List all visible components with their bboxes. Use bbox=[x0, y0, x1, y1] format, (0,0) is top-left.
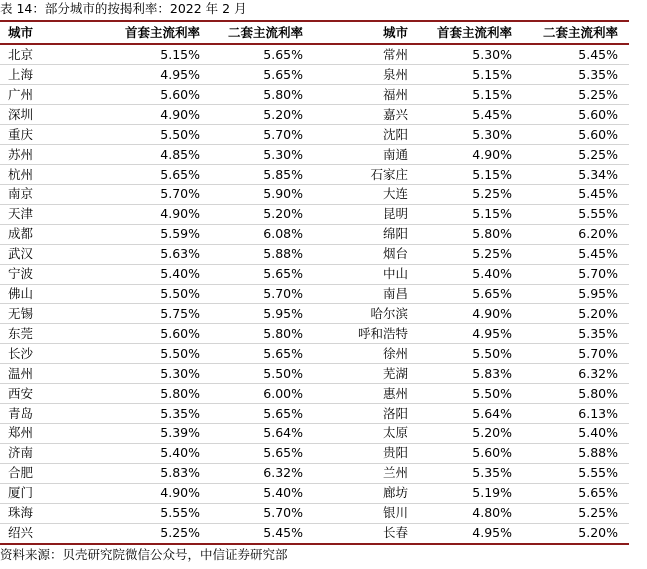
header-first-rate-right: 首套主流利率 bbox=[436, 25, 512, 40]
cell-first-rate-right: 5.64% bbox=[472, 405, 512, 421]
cell-city-right: 南通 bbox=[382, 146, 408, 162]
table-title: 表 14：部分城市的按揭利率：2022 年 2 月 bbox=[0, 1, 247, 16]
table-row bbox=[0, 284, 629, 304]
cell-first-rate-left: 5.50% bbox=[160, 286, 200, 302]
cell-first-rate-left: 5.40% bbox=[160, 266, 200, 282]
cell-city-right: 惠州 bbox=[382, 385, 408, 401]
cell-first-rate-left: 5.50% bbox=[160, 345, 200, 361]
cell-city-right: 嘉兴 bbox=[382, 106, 408, 122]
cell-first-rate-left: 5.50% bbox=[160, 126, 200, 142]
cell-first-rate-right: 5.19% bbox=[472, 485, 512, 501]
cell-second-rate-right: 6.13% bbox=[578, 405, 618, 421]
cell-city-left: 深圳 bbox=[8, 106, 34, 122]
cell-city-left: 西安 bbox=[8, 385, 34, 401]
cell-first-rate-left: 5.35% bbox=[160, 405, 200, 421]
cell-first-rate-right: 4.90% bbox=[472, 305, 512, 321]
cell-second-rate-right: 5.70% bbox=[578, 266, 618, 282]
cell-city-right: 昆明 bbox=[382, 206, 408, 222]
cell-second-rate-right: 5.55% bbox=[578, 465, 618, 481]
cell-first-rate-left: 5.25% bbox=[160, 525, 200, 541]
cell-city-left: 珠海 bbox=[8, 505, 34, 521]
header-city-right: 城市 bbox=[382, 25, 408, 40]
cell-city-left: 成都 bbox=[8, 226, 34, 242]
cell-first-rate-right: 5.80% bbox=[472, 226, 512, 242]
cell-first-rate-right: 5.40% bbox=[472, 266, 512, 282]
table-source-note: 资料来源：贝壳研究院微信公众号，中信证券研究部 bbox=[0, 547, 288, 562]
cell-first-rate-left: 5.80% bbox=[160, 385, 200, 401]
cell-city-right: 洛阳 bbox=[382, 405, 408, 421]
table-row bbox=[0, 364, 629, 384]
cell-city-right: 泉州 bbox=[382, 66, 408, 82]
cell-first-rate-right: 5.35% bbox=[472, 465, 512, 481]
cell-first-rate-right: 5.30% bbox=[472, 47, 512, 62]
header-city-left: 城市 bbox=[8, 25, 34, 40]
cell-city-left: 武汉 bbox=[8, 246, 34, 262]
cell-first-rate-right: 5.15% bbox=[472, 206, 512, 222]
cell-first-rate-left: 5.65% bbox=[160, 166, 200, 182]
cell-city-right: 徐州 bbox=[382, 345, 408, 361]
cell-second-rate-left: 6.08% bbox=[263, 226, 303, 242]
cell-city-right: 哈尔滨 bbox=[370, 305, 408, 321]
cell-city-left: 东莞 bbox=[8, 325, 34, 341]
table-row bbox=[0, 523, 629, 543]
cell-city-right: 兰州 bbox=[382, 465, 408, 481]
table-row bbox=[0, 344, 629, 364]
cell-city-left: 广州 bbox=[8, 86, 34, 102]
cell-first-rate-right: 5.20% bbox=[472, 425, 512, 441]
cell-city-right: 沈阳 bbox=[382, 126, 408, 142]
cell-city-left: 重庆 bbox=[8, 126, 34, 142]
table-row bbox=[0, 224, 629, 244]
cell-city-left: 杭州 bbox=[8, 166, 34, 182]
table-row bbox=[0, 244, 629, 264]
cell-city-right: 绵阳 bbox=[382, 226, 408, 242]
cell-second-rate-left: 5.85% bbox=[263, 166, 303, 182]
table-row bbox=[0, 384, 629, 404]
cell-first-rate-left: 4.95% bbox=[160, 66, 200, 82]
cell-second-rate-left: 5.70% bbox=[263, 286, 303, 302]
cell-first-rate-right: 5.15% bbox=[472, 166, 512, 182]
cell-city-left: 佛山 bbox=[8, 286, 34, 302]
cell-city-left: 北京 bbox=[8, 47, 34, 62]
cell-first-rate-right: 4.95% bbox=[472, 325, 512, 341]
cell-second-rate-left: 6.32% bbox=[263, 465, 303, 481]
cell-second-rate-left: 5.65% bbox=[263, 345, 303, 361]
cell-second-rate-left: 5.64% bbox=[263, 425, 303, 441]
cell-first-rate-right: 5.50% bbox=[472, 385, 512, 401]
cell-first-rate-left: 5.30% bbox=[160, 365, 200, 381]
cell-first-rate-right: 5.30% bbox=[472, 126, 512, 142]
table-row bbox=[0, 443, 629, 463]
cell-city-left: 上海 bbox=[8, 66, 34, 82]
cell-city-left: 青岛 bbox=[8, 405, 34, 421]
cell-city-right: 芜湖 bbox=[382, 365, 408, 381]
cell-first-rate-left: 5.40% bbox=[160, 445, 200, 461]
cell-second-rate-right: 5.20% bbox=[578, 525, 618, 541]
cell-second-rate-left: 5.65% bbox=[263, 445, 303, 461]
cell-second-rate-right: 6.20% bbox=[578, 226, 618, 242]
cell-second-rate-left: 5.70% bbox=[263, 126, 303, 142]
cell-second-rate-left: 5.20% bbox=[263, 206, 303, 222]
table-row bbox=[0, 184, 629, 204]
cell-city-left: 宁波 bbox=[8, 266, 34, 282]
cell-second-rate-left: 5.80% bbox=[263, 325, 303, 341]
cell-second-rate-left: 5.70% bbox=[263, 505, 303, 521]
cell-second-rate-right: 5.25% bbox=[578, 86, 618, 102]
cell-city-right: 大连 bbox=[382, 186, 408, 202]
cell-city-right: 南昌 bbox=[382, 286, 408, 302]
cell-second-rate-left: 5.95% bbox=[263, 305, 303, 321]
cell-city-left: 苏州 bbox=[8, 146, 34, 162]
cell-second-rate-right: 5.45% bbox=[578, 47, 618, 62]
table-row bbox=[0, 145, 629, 165]
cell-first-rate-left: 4.90% bbox=[160, 485, 200, 501]
cell-city-left: 天津 bbox=[8, 206, 34, 222]
cell-second-rate-right: 5.80% bbox=[578, 385, 618, 401]
cell-second-rate-right: 5.45% bbox=[578, 186, 618, 202]
table-row bbox=[0, 85, 629, 105]
cell-city-right: 银川 bbox=[382, 505, 408, 521]
cell-second-rate-right: 5.34% bbox=[578, 166, 618, 182]
cell-first-rate-right: 4.90% bbox=[472, 146, 512, 162]
cell-first-rate-left: 5.63% bbox=[160, 246, 200, 262]
table-row bbox=[0, 65, 629, 85]
cell-second-rate-right: 5.20% bbox=[578, 305, 618, 321]
cell-second-rate-left: 5.30% bbox=[263, 146, 303, 162]
table-row bbox=[0, 324, 629, 344]
cell-first-rate-left: 5.15% bbox=[160, 47, 200, 62]
table-row bbox=[0, 304, 629, 324]
table-row bbox=[0, 105, 629, 125]
table-row bbox=[0, 503, 629, 523]
cell-first-rate-left: 5.59% bbox=[160, 226, 200, 242]
cell-second-rate-left: 5.65% bbox=[263, 266, 303, 282]
cell-city-left: 郑州 bbox=[8, 425, 34, 441]
cell-city-right: 烟台 bbox=[382, 246, 408, 262]
table-row bbox=[0, 423, 629, 443]
table-row bbox=[0, 463, 629, 483]
cell-first-rate-left: 4.90% bbox=[160, 206, 200, 222]
cell-first-rate-right: 5.60% bbox=[472, 445, 512, 461]
table-row bbox=[0, 45, 629, 65]
table-row bbox=[0, 264, 629, 284]
cell-second-rate-right: 5.65% bbox=[578, 485, 618, 501]
cell-first-rate-left: 5.60% bbox=[160, 86, 200, 102]
cell-first-rate-right: 4.95% bbox=[472, 525, 512, 541]
cell-city-left: 长沙 bbox=[8, 345, 34, 361]
cell-second-rate-left: 5.80% bbox=[263, 86, 303, 102]
cell-first-rate-right: 5.25% bbox=[472, 246, 512, 262]
table-row bbox=[0, 125, 629, 145]
cell-first-rate-right: 5.50% bbox=[472, 345, 512, 361]
cell-first-rate-right: 5.25% bbox=[472, 186, 512, 202]
table-row bbox=[0, 165, 629, 185]
cell-second-rate-right: 5.45% bbox=[578, 246, 618, 262]
cell-city-left: 温州 bbox=[8, 365, 34, 381]
table-bottom-rule bbox=[0, 543, 629, 545]
table-header-row bbox=[0, 22, 629, 43]
cell-second-rate-left: 5.50% bbox=[263, 365, 303, 381]
cell-city-right: 石家庄 bbox=[370, 166, 408, 182]
cell-city-right: 长春 bbox=[382, 525, 408, 541]
cell-second-rate-left: 5.65% bbox=[263, 66, 303, 82]
cell-second-rate-left: 5.65% bbox=[263, 47, 303, 62]
cell-city-left: 合肥 bbox=[8, 465, 34, 481]
cell-city-right: 呼和浩特 bbox=[357, 325, 408, 341]
cell-city-left: 无锡 bbox=[8, 305, 34, 321]
cell-second-rate-left: 5.90% bbox=[263, 186, 303, 202]
cell-second-rate-right: 5.60% bbox=[578, 106, 618, 122]
header-second-rate-left: 二套主流利率 bbox=[227, 25, 303, 40]
cell-second-rate-left: 5.45% bbox=[263, 525, 303, 541]
cell-second-rate-right: 5.25% bbox=[578, 505, 618, 521]
cell-second-rate-right: 5.60% bbox=[578, 126, 618, 142]
cell-first-rate-left: 5.75% bbox=[160, 305, 200, 321]
cell-first-rate-right: 5.83% bbox=[472, 365, 512, 381]
cell-second-rate-right: 5.95% bbox=[578, 286, 618, 302]
cell-second-rate-left: 5.88% bbox=[263, 246, 303, 262]
header-second-rate-right: 二套主流利率 bbox=[542, 25, 618, 40]
cell-city-left: 厦门 bbox=[8, 485, 34, 501]
cell-city-right: 廊坊 bbox=[382, 485, 408, 501]
cell-second-rate-left: 5.20% bbox=[263, 106, 303, 122]
cell-first-rate-right: 5.15% bbox=[472, 66, 512, 82]
cell-city-right: 贵阳 bbox=[382, 445, 408, 461]
cell-city-right: 太原 bbox=[382, 425, 408, 441]
cell-city-left: 绍兴 bbox=[8, 525, 34, 541]
header-first-rate-left: 首套主流利率 bbox=[124, 25, 200, 40]
cell-second-rate-left: 6.00% bbox=[263, 385, 303, 401]
cell-city-left: 南京 bbox=[8, 186, 34, 202]
table-row bbox=[0, 404, 629, 424]
cell-first-rate-right: 4.80% bbox=[472, 505, 512, 521]
cell-city-right: 福州 bbox=[382, 86, 408, 102]
cell-city-right: 常州 bbox=[382, 47, 408, 62]
cell-first-rate-left: 4.90% bbox=[160, 106, 200, 122]
cell-second-rate-right: 5.35% bbox=[578, 66, 618, 82]
cell-second-rate-left: 5.65% bbox=[263, 405, 303, 421]
cell-second-rate-right: 5.88% bbox=[578, 445, 618, 461]
cell-first-rate-left: 5.55% bbox=[160, 505, 200, 521]
cell-first-rate-left: 5.70% bbox=[160, 186, 200, 202]
cell-city-left: 济南 bbox=[8, 445, 34, 461]
cell-second-rate-right: 5.55% bbox=[578, 206, 618, 222]
cell-first-rate-left: 5.83% bbox=[160, 465, 200, 481]
cell-second-rate-left: 5.40% bbox=[263, 485, 303, 501]
cell-second-rate-right: 6.32% bbox=[578, 365, 618, 381]
cell-second-rate-right: 5.25% bbox=[578, 146, 618, 162]
cell-city-right: 中山 bbox=[382, 266, 408, 282]
cell-first-rate-right: 5.65% bbox=[472, 286, 512, 302]
cell-second-rate-right: 5.35% bbox=[578, 325, 618, 341]
cell-first-rate-right: 5.45% bbox=[472, 106, 512, 122]
table-row bbox=[0, 483, 629, 503]
cell-first-rate-left: 4.85% bbox=[160, 146, 200, 162]
cell-first-rate-right: 5.15% bbox=[472, 86, 512, 102]
cell-second-rate-right: 5.40% bbox=[578, 425, 618, 441]
table-row bbox=[0, 204, 629, 224]
cell-second-rate-right: 5.70% bbox=[578, 345, 618, 361]
cell-first-rate-left: 5.39% bbox=[160, 425, 200, 441]
cell-first-rate-left: 5.60% bbox=[160, 325, 200, 341]
